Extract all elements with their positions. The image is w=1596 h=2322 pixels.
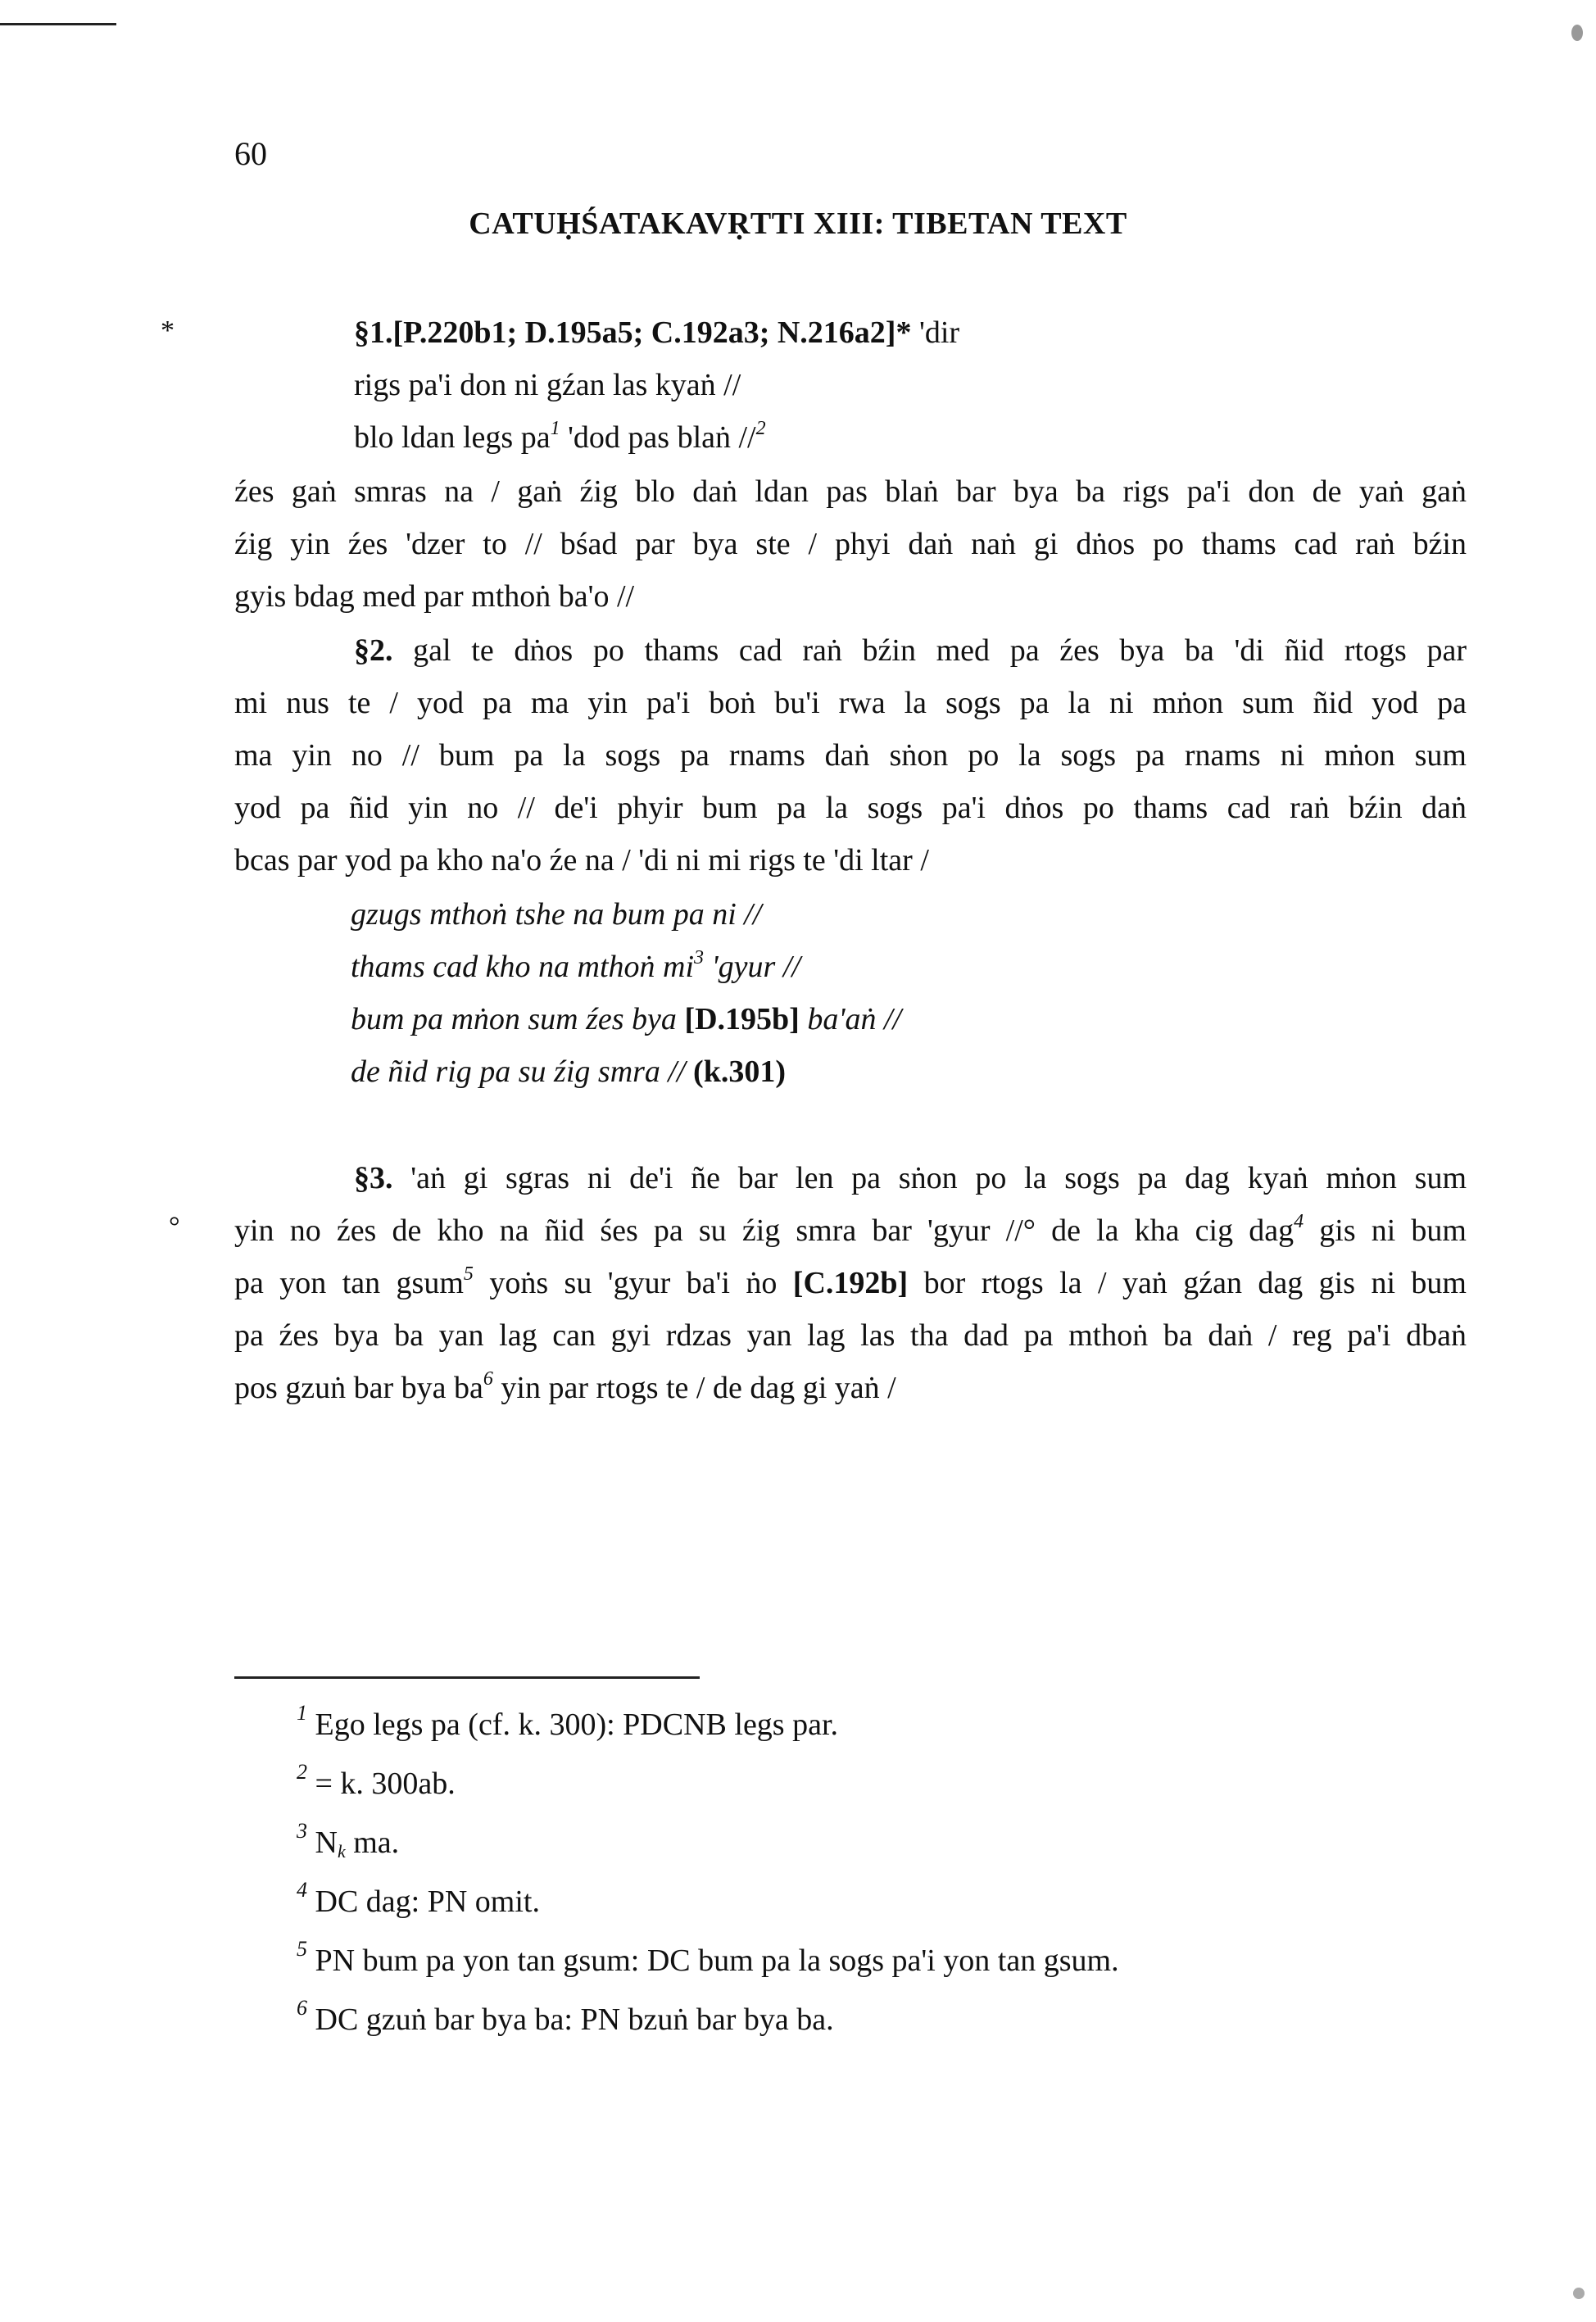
s3-line-2b: gis ni bum — [1304, 1213, 1467, 1248]
s2-line-2: mi nus te / yod pa ma yin pa'i boṅ bu'i rwa la sogs pa la ni mṅon sum ñid yod pa — [234, 686, 1467, 720]
s1-prose-line-3: gyis bdag med par mthoṅ ba'o // — [234, 579, 635, 614]
scan-speck — [1573, 2288, 1585, 2299]
s3-line-3 — [234, 1263, 1467, 1303]
footnote-2 — [297, 1760, 456, 1803]
s2-verse-line-3 — [351, 1000, 901, 1039]
s2-verse-3a: bum pa mṅon sum źes bya — [351, 1002, 685, 1036]
footnote-6-text: DC gzuṅ bar bya ba: PN bzuṅ bar bya ba. — [315, 2002, 834, 2037]
s3-line-3b: yoṅs su 'gyur ba'i ṅo — [473, 1266, 793, 1300]
footnote-6-number: 6 — [297, 1996, 307, 2020]
s3-line-3a: pa yon tan gsum — [234, 1266, 464, 1300]
page-number: 60 — [234, 135, 267, 172]
top-edge-rule — [0, 23, 116, 25]
footnote-2-text: = k. 300ab. — [315, 1766, 456, 1801]
s1-heading-line — [354, 313, 959, 352]
s3-line-3-ref: [C.192b] — [792, 1266, 909, 1300]
footnote-ref-6: 6 — [483, 1368, 493, 1390]
s3-line-2a: yin no źes de kho na ñid śes pa su źig smra bar 'gyur //° de la kha cig dag — [234, 1213, 1294, 1248]
footnote-3-text-a: N — [315, 1825, 338, 1860]
footnote-3 — [297, 1819, 400, 1862]
s1-verse-2b: 'dod pas blaṅ // — [560, 420, 756, 455]
s2-label: §2. — [354, 633, 393, 668]
footnote-3-number: 3 — [297, 1819, 307, 1843]
footnote-1-text: Ego legs pa (cf. k. 300): PDCNB legs par. — [315, 1707, 839, 1742]
s2-verse-2b: 'gyur // — [704, 950, 800, 984]
footnote-2-number: 2 — [297, 1760, 307, 1784]
s1-verse-2a: blo ldan legs pa — [354, 420, 551, 455]
s3-line-5a: pos gzuṅ bar bya ba — [234, 1371, 483, 1405]
s2-verse-line-2 — [351, 947, 800, 986]
s2-verse-line-1: gzugs mthoṅ tshe na bum pa ni // — [351, 897, 762, 932]
s1-prose-line-2: źig yin źes 'dzer to // bśad par bya ste / phyi daṅ naṅ gi dṅos po thams cad raṅ bźin — [234, 527, 1467, 561]
footnote-4-number: 4 — [297, 1878, 307, 1902]
running-head: CATUḤŚATAKAVṚTTI XIII: TIBETAN TEXT — [469, 206, 1127, 241]
footnote-ref-3: 3 — [694, 947, 705, 968]
s3-label: §3. — [354, 1161, 393, 1195]
margin-circle: ° — [169, 1212, 180, 1242]
footnote-1 — [297, 1701, 839, 1744]
s1-ref: [P.220b1; D.195a5; C.192a3; N.216a2]* — [392, 315, 912, 350]
s2-verse-2a: thams cad kho na mthoṅ mi — [351, 950, 695, 984]
s3-line-5 — [234, 1368, 1467, 1408]
s3-first-line-text: 'aṅ gi sgras ni de'i ñe bar len pa sṅon po la sogs pa dag kyaṅ mṅon sum — [410, 1161, 1467, 1195]
s2-line-4: yod pa ñid yin no // de'i phyir bum pa la sogs pa'i dṅos po thams cad raṅ bźin daṅ — [234, 791, 1467, 825]
footnote-rule — [234, 1676, 700, 1679]
s1-prose-line-1: źes gaṅ smras na / gaṅ źig blo daṅ ldan pas blaṅ bar bya ba rigs pa'i don de yaṅ gaṅ — [234, 474, 1467, 509]
s2-verse-3b: ba'aṅ // — [799, 1002, 902, 1036]
s3-line-4: pa źes bya ba yan lag can gyi rdzas yan lag las tha dad pa mthoṅ ba daṅ / reg pa'i dbaṅ — [234, 1318, 1467, 1353]
s3-first-line — [354, 1159, 1467, 1198]
scan-speck — [1571, 25, 1583, 41]
s2-first-line-text: gal te dṅos po thams cad raṅ bźin med pa źes bya ba 'di ñid rtogs par — [413, 633, 1467, 668]
s2-first-line — [354, 631, 1467, 670]
s2-line-5: bcas par yod pa kho na'o źe na / 'di ni mi rigs te 'di ltar / — [234, 843, 929, 878]
s1-label: §1. — [354, 315, 393, 350]
s2-verse-4-ref: (k.301) — [693, 1054, 786, 1089]
s3-line-5b: yin par rtogs te / de dag gi yaṅ / — [492, 1371, 896, 1405]
footnote-1-number: 1 — [297, 1701, 307, 1725]
s1-verse-line-1: rigs pa'i don ni gźan las kyaṅ // — [354, 368, 741, 402]
footnote-ref-1: 1 — [550, 418, 560, 439]
s3-line-3c: bor rtogs la / yaṅ gźan dag gis ni bum — [908, 1266, 1467, 1300]
margin-asterisk: * — [161, 315, 175, 346]
footnote-4 — [297, 1878, 540, 1921]
footnote-ref-5: 5 — [463, 1263, 474, 1285]
s2-line-3: ma yin no // bum pa la sogs pa rnams daṅ sṅon po la sogs pa rnams ni mṅon sum — [234, 738, 1467, 773]
footnote-3-subscript: k — [337, 1841, 346, 1862]
s2-verse-3-ref: [D.195b] — [684, 1002, 800, 1036]
footnote-6 — [297, 1996, 834, 2039]
footnote-5 — [297, 1937, 1119, 1980]
s1-first-words: 'dir — [918, 315, 960, 350]
footnote-5-text: PN bum pa yon tan gsum: DC bum pa la sogs pa'i yon tan gsum. — [315, 1943, 1119, 1978]
s2-verse-line-4 — [351, 1052, 786, 1091]
footnote-ref-4: 4 — [1294, 1211, 1304, 1232]
s1-verse-line-2 — [354, 418, 766, 457]
s3-line-2 — [234, 1211, 1467, 1250]
footnote-ref-2: 2 — [755, 418, 766, 439]
footnote-5-number: 5 — [297, 1937, 307, 1961]
s2-verse-4a: de ñid rig pa su źig smra // — [351, 1054, 694, 1089]
footnote-3-text-b: ma. — [345, 1825, 400, 1860]
footnote-4-text: DC dag: PN omit. — [315, 1884, 540, 1919]
